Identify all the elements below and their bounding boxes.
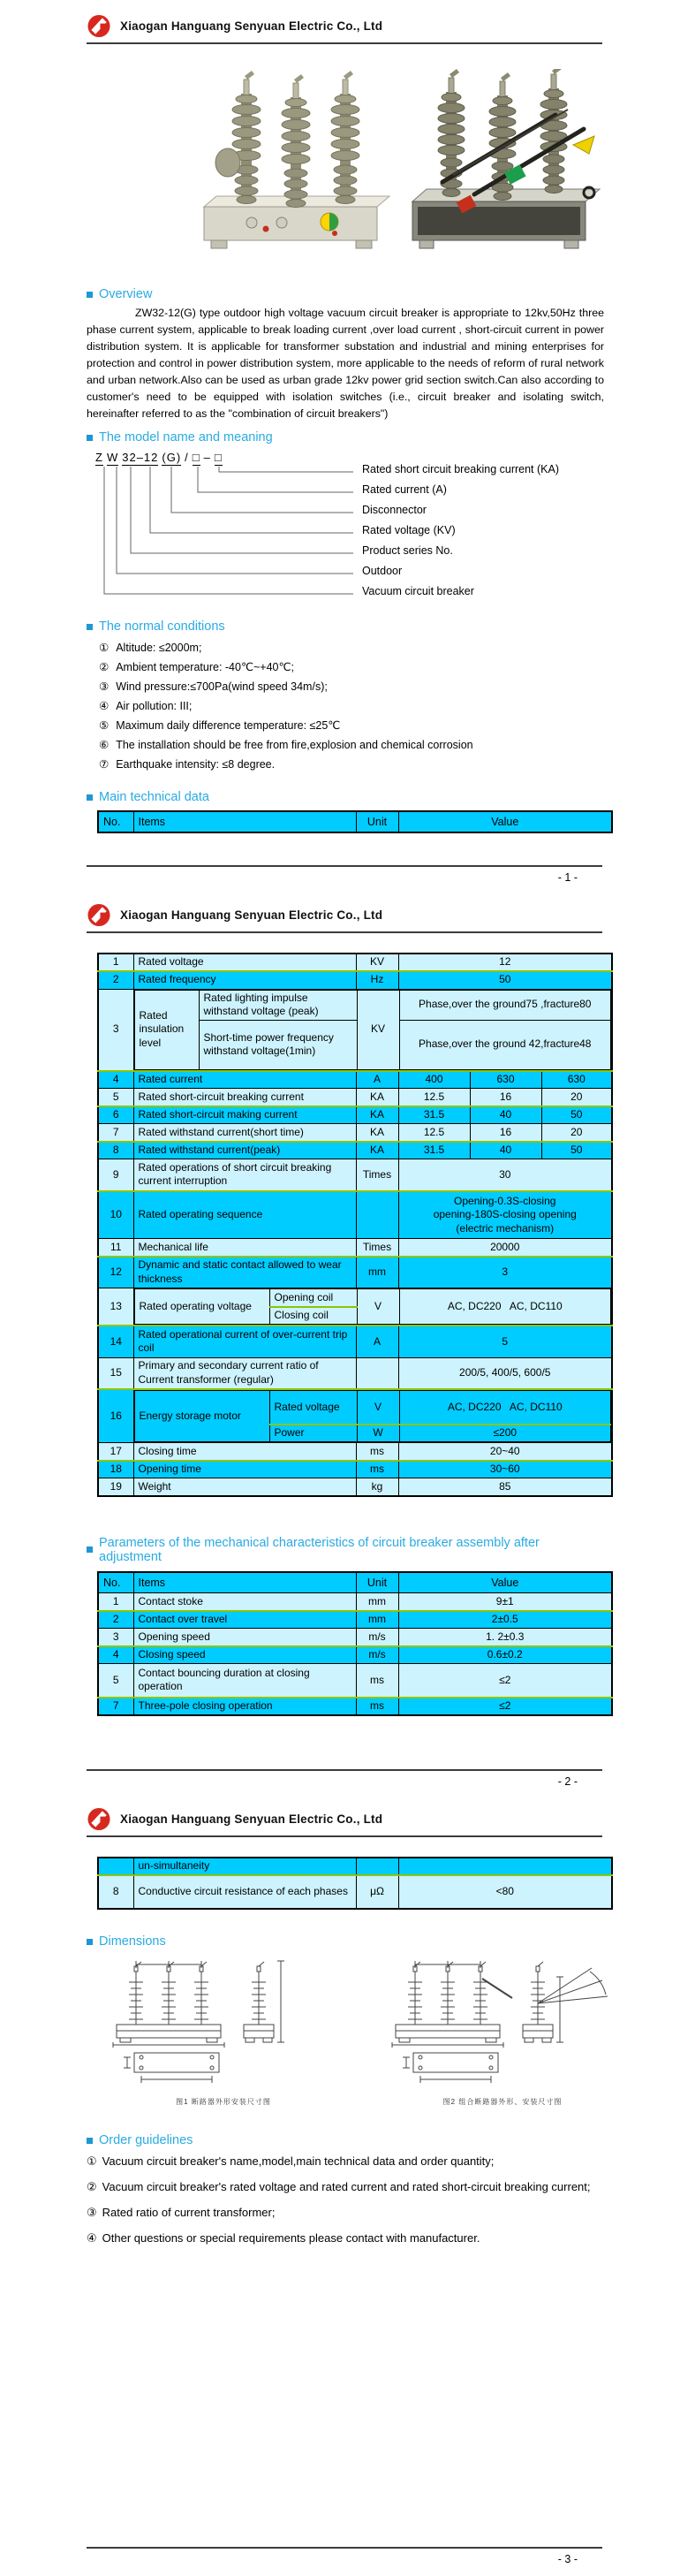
cell-value: ≤2 [398, 1664, 612, 1698]
section-title-main-data: Main technical data [99, 790, 209, 804]
model-code-part: (G) [162, 451, 182, 464]
table-header-row [98, 1572, 612, 1593]
product-photo-front [188, 69, 395, 284]
cell-unit: A [356, 1071, 398, 1089]
row-closing-speed [98, 1646, 612, 1664]
cell-unit: ms [356, 1461, 398, 1478]
cell-unit: V [357, 1391, 399, 1425]
mechanical-characteristics-table-continued [97, 1857, 613, 1910]
dimension-figure-2 [383, 1959, 622, 2107]
row-trip-coil-current [98, 1326, 612, 1357]
model-label: Rated current (A) [362, 483, 447, 496]
item-number: ② [87, 2180, 97, 2193]
company-name: Xiaogan Hanguang Senyuan Electric Co., Ltd [120, 1812, 383, 1826]
model-diagram-lines-icon [95, 465, 355, 606]
cell-item: Contact bouncing duration at closing operation [133, 1664, 356, 1698]
item-number: ④ [99, 700, 110, 712]
cell-no: 4 [98, 1071, 133, 1089]
list-item [87, 2153, 609, 2170]
header-unit: Unit [356, 811, 398, 832]
cell-unit: KA [356, 1089, 398, 1106]
cell-value: 30 [398, 1159, 612, 1191]
row-three-pole-closing [98, 1698, 612, 1715]
cell-unit: V [357, 1289, 399, 1325]
page-number: - 3 - [557, 2553, 578, 2565]
section-mech-params [87, 1536, 602, 1564]
row-rated-current [98, 1071, 612, 1089]
table-row [134, 990, 611, 1020]
cell-item: Rated short-circuit breaking current [133, 1089, 356, 1106]
cell-item: un-simultaneity [133, 1858, 356, 1875]
page-number: - 2 - [557, 1775, 578, 1788]
model-code-part: – [203, 451, 211, 464]
cell-unit: KV [356, 954, 398, 971]
cell-value: ≤200 [399, 1425, 611, 1442]
row-closing-time [98, 1443, 612, 1461]
list-item [87, 2204, 609, 2222]
cell-item: Three-pole closing operation [133, 1698, 356, 1715]
cell-value: 50 [541, 1142, 612, 1159]
model-code-part: Z [95, 451, 103, 464]
dimension-figures [104, 1959, 680, 2107]
model-diagram [95, 450, 680, 618]
item-number: ② [99, 661, 110, 673]
footer-divider [87, 865, 602, 867]
cell-item: Rated operations of short circuit breaking current interruption [133, 1159, 356, 1191]
cell-item: Opening speed [133, 1629, 356, 1646]
row-ct-ratio [98, 1357, 612, 1389]
model-label: Disconnector [362, 504, 427, 516]
section-main-data [87, 790, 602, 804]
section-bullet-icon [87, 435, 93, 441]
cell-item: Contact stoke [133, 1593, 356, 1611]
page-3 [0, 1798, 680, 2576]
section-model [87, 430, 602, 445]
page-number: - 1 - [557, 871, 578, 884]
cell-no: 4 [98, 1646, 133, 1664]
cell-value: 2±0.5 [398, 1611, 612, 1629]
cell-item: Mechanical life [133, 1239, 356, 1257]
cell-no: 18 [98, 1461, 133, 1478]
header-unit: Unit [356, 1572, 398, 1593]
page-2 [0, 894, 680, 1798]
page-footer [87, 1769, 602, 1788]
list-item [99, 696, 680, 716]
cell-unit [356, 1858, 398, 1875]
cell-item: Conductive circuit resistance of each phases [133, 1875, 356, 1909]
section-bullet-icon [87, 2138, 93, 2144]
item-text: The installation should be free from fire,explosion and chemical corrosion [116, 739, 473, 751]
model-label: Outdoor [362, 565, 403, 577]
cell-item: Rated operational current of over-current trip coil [133, 1326, 356, 1357]
item-number: ① [99, 642, 110, 654]
cell-nested [133, 989, 612, 1071]
cell-value: 20~40 [398, 1443, 612, 1461]
cell-value: 3 [398, 1257, 612, 1288]
cell-item: Primary and secondary current ratio of Current transformer (regular) [133, 1357, 356, 1389]
cell-no: 6 [98, 1106, 133, 1124]
cell-item: Weight [133, 1478, 356, 1496]
row-rated-voltage [98, 954, 612, 971]
cell-no: 11 [98, 1239, 133, 1257]
section-bullet-icon [87, 1546, 93, 1553]
cell-unit: W [357, 1425, 399, 1442]
cell-unit: kg [356, 1478, 398, 1496]
table-header-row [98, 811, 612, 832]
row-opening-time [98, 1461, 612, 1478]
cell-value: 1. 2±0.3 [398, 1629, 612, 1646]
model-label: Vacuum circuit breaker [362, 585, 474, 597]
cell-no: 1 [98, 954, 133, 971]
cell-value: Phase,over the ground75 ,fracture80 [399, 990, 611, 1020]
item-text: Wind pressure:≤700Pa(wind speed 34m/s); [116, 680, 328, 693]
dimension-figure-2-drawing [383, 1959, 622, 2090]
row-un-simultaneity [98, 1858, 612, 1875]
list-item [87, 2230, 609, 2247]
cell-value: 50 [398, 971, 612, 989]
item-number: ① [87, 2154, 97, 2168]
figure-caption: 图2 组合断路器外形、安装尺寸图 [442, 2098, 563, 2106]
cell-unit: ms [356, 1698, 398, 1715]
cell-value: 50 [541, 1106, 612, 1124]
section-bullet-icon [87, 1939, 93, 1945]
cell-no: 2 [98, 1611, 133, 1629]
header-items: Items [133, 1572, 356, 1593]
cell-no: 8 [98, 1875, 133, 1909]
row-mechanical-life [98, 1239, 612, 1257]
header-no: No. [98, 811, 133, 832]
normal-conditions-list [99, 638, 680, 774]
item-number: ③ [99, 680, 110, 693]
model-code-part: 32–12 [122, 451, 159, 464]
main-technical-table [97, 953, 613, 1497]
cell-value: AC, DC220 AC, DC110 [399, 1289, 611, 1325]
row-weight [98, 1478, 612, 1496]
cell-value: 0.6±0.2 [398, 1646, 612, 1664]
cell-value: 16 [470, 1124, 541, 1142]
cell-value: 12 [398, 954, 612, 971]
cell-subitem: Power [269, 1425, 357, 1442]
cell-no: 8 [98, 1142, 133, 1159]
cell-subitem: Rated lighting impulse withstand voltage (peak) [199, 990, 357, 1020]
cell-value: Phase,over the ground 42,fracture48 [399, 1020, 611, 1069]
overview-paragraph: ZW32-12(G) type outdoor high voltage vacuum circuit breaker is appropriate to 12kv,50Hz three phase current system, applicable to break loading current ,over load current , short-circuit current in power distribution system. It is applicable for transformer substation and industrial and mining enterprises for protection and control in power distribution system, more applicable to the needs of reform of rural network and urban network.Also can be used as urban grade 12kv power grid section switch.Can also according to customer's need to be equipped with isolation switches (i.e., circuit breaker and isolating switch, hereinafter referred to as the "combination of circuit breakers") [87, 307, 604, 420]
section-title-normal: The normal conditions [99, 619, 225, 634]
row-rated-frequency [98, 971, 612, 989]
model-code-part: □ [192, 451, 200, 464]
cell-value: 200/5, 400/5, 600/5 [398, 1357, 612, 1389]
cell-item: Rated insulation level [134, 990, 199, 1069]
cell-value: <80 [398, 1875, 612, 1909]
item-number: ⑦ [99, 758, 110, 771]
cell-item: Rated short-circuit making current [133, 1106, 356, 1124]
company-name: Xiaogan Hanguang Senyuan Electric Co., Ltd [120, 908, 383, 922]
cell-subitem: Rated voltage [269, 1391, 357, 1425]
header-value: Value [398, 811, 612, 832]
row-withstand-short [98, 1124, 612, 1142]
section-title-mech-params: Parameters of the mechanical characteristics of circuit breaker assembly after adjustment [99, 1535, 540, 1564]
cell-item: Rated operating voltage [134, 1289, 269, 1325]
list-item [99, 638, 680, 657]
company-header [87, 894, 602, 933]
cell-value: ≤2 [398, 1698, 612, 1715]
cell-no: 3 [98, 989, 133, 1071]
product-photos [188, 69, 680, 284]
company-header [87, 0, 602, 44]
dimension-figure-1 [104, 1959, 343, 2107]
cell-unit: ms [356, 1443, 398, 1461]
cell-unit: mm [356, 1593, 398, 1611]
cell-item: Closing speed [133, 1646, 356, 1664]
page-footer [87, 865, 602, 884]
cell-value: 630 [470, 1071, 541, 1089]
cell-value: Opening-0.3S-closing opening-180S-closing opening (electric mechanism) [398, 1191, 612, 1239]
header-no: No. [98, 1572, 133, 1593]
row-contact-bouncing [98, 1664, 612, 1698]
company-header [87, 1798, 602, 1837]
cell-value: 16 [470, 1089, 541, 1106]
cell-unit: KV [357, 990, 399, 1069]
cell-unit: m/s [356, 1629, 398, 1646]
section-title-dimensions: Dimensions [99, 1934, 166, 1949]
row-rated-operations [98, 1159, 612, 1191]
cell-value: 630 [541, 1071, 612, 1089]
model-code-part: □ [214, 451, 223, 464]
footer-divider [87, 1769, 602, 1771]
cell-value: 20 [541, 1089, 612, 1106]
cell-subitem: Opening coil [269, 1289, 357, 1307]
footer-divider [87, 2547, 602, 2549]
cell-no: 15 [98, 1357, 133, 1389]
item-number: ③ [87, 2206, 97, 2219]
cell-value: 12.5 [398, 1124, 470, 1142]
list-item [87, 2178, 609, 2196]
table-row [134, 1391, 611, 1425]
cell-value: 40 [470, 1142, 541, 1159]
item-number: ⑤ [99, 719, 110, 732]
item-text: Ambient temperature: -40℃~+40℃; [116, 661, 295, 673]
header-items: Items [133, 811, 356, 832]
item-text: Altitude: ≤2000m; [116, 642, 202, 654]
cell-value: 12.5 [398, 1089, 470, 1106]
cell-no: 3 [98, 1629, 133, 1646]
page-footer [87, 2547, 602, 2565]
list-item [99, 735, 680, 755]
cell-value: 20000 [398, 1239, 612, 1257]
cell-no [98, 1858, 133, 1875]
row-operating-sequence [98, 1191, 612, 1239]
item-text: Air pollution: III; [116, 700, 193, 712]
cell-unit: A [356, 1326, 398, 1357]
figure-caption: 图1 断路器外形安装尺寸图 [176, 2098, 271, 2106]
cell-no: 5 [98, 1664, 133, 1698]
cell-value: 40 [470, 1106, 541, 1124]
item-text: Maximum daily difference temperature: ≤25℃ [116, 719, 341, 732]
section-title-overview: Overview [99, 287, 153, 301]
list-item [99, 716, 680, 735]
cell-value: 31.5 [398, 1142, 470, 1159]
cell-no: 7 [98, 1124, 133, 1142]
cell-no: 14 [98, 1326, 133, 1357]
list-item [99, 755, 680, 774]
cell-item: Energy storage motor [134, 1391, 269, 1442]
cell-no: 7 [98, 1698, 133, 1715]
item-text: Vacuum circuit breaker's rated voltage and rated current and rated short-circuit breaking current; [102, 2180, 591, 2193]
cell-no: 19 [98, 1478, 133, 1496]
section-title-order: Order guidelines [99, 2133, 193, 2147]
section-bullet-icon [87, 794, 93, 801]
cell-value: 85 [398, 1478, 612, 1496]
cell-item: Rated withstand current(short time) [133, 1124, 356, 1142]
cell-item: Contact over travel [133, 1611, 356, 1629]
row-making-current [98, 1106, 612, 1124]
section-dimensions [87, 1934, 602, 1949]
cell-value [398, 1858, 612, 1875]
cell-value: AC, DC220 AC, DC110 [399, 1391, 611, 1425]
cell-unit: μΩ [356, 1875, 398, 1909]
cell-no: 16 [98, 1389, 133, 1443]
cell-subitem: Closing coil [269, 1307, 357, 1325]
company-name: Xiaogan Hanguang Senyuan Electric Co., Ltd [120, 19, 383, 33]
cell-value: 30~60 [398, 1461, 612, 1478]
list-item [99, 677, 680, 696]
cell-value: 5 [398, 1326, 612, 1357]
model-diagram-labels [362, 460, 559, 602]
main-technical-table-header [97, 810, 613, 833]
cell-item: Opening time [133, 1461, 356, 1478]
model-label: Rated short circuit breaking current (KA) [362, 463, 560, 475]
item-text: Rated ratio of current transformer; [102, 2206, 276, 2219]
order-guidelines-list [87, 2153, 680, 2247]
cell-no: 13 [98, 1288, 133, 1326]
cell-no: 17 [98, 1443, 133, 1461]
cell-no: 2 [98, 971, 133, 989]
row-energy-storage-motor [98, 1389, 612, 1443]
cell-unit [356, 1191, 398, 1239]
cell-unit: m/s [356, 1646, 398, 1664]
item-number: ④ [87, 2231, 97, 2245]
cell-value: 20 [541, 1124, 612, 1142]
section-bullet-icon [87, 624, 93, 630]
row-contact-wear [98, 1257, 612, 1288]
cell-item: Rated voltage [133, 954, 356, 971]
row-conductive-resistance [98, 1875, 612, 1909]
cell-unit: Times [356, 1159, 398, 1191]
section-order-guidelines [87, 2133, 602, 2147]
cell-unit: mm [356, 1257, 398, 1288]
section-normal-conditions [87, 619, 602, 634]
cell-nested [133, 1288, 612, 1326]
section-bullet-icon [87, 292, 93, 298]
company-logo-icon [87, 14, 112, 38]
row-opening-speed [98, 1629, 612, 1646]
model-code [95, 451, 223, 466]
cell-subitem: Short-time power frequency withstand voltage(1min) [199, 1020, 357, 1069]
cell-no: 5 [98, 1089, 133, 1106]
cell-value: 9±1 [398, 1593, 612, 1611]
item-text: Vacuum circuit breaker's name,model,main technical data and order quantity; [102, 2154, 495, 2168]
cell-unit: KA [356, 1124, 398, 1142]
list-item [99, 657, 680, 677]
item-text: Earthquake intensity: ≤8 degree. [116, 758, 276, 771]
row-operating-voltage [98, 1288, 612, 1326]
item-number: ⑥ [99, 739, 110, 751]
cell-no: 10 [98, 1191, 133, 1239]
cell-value: 400 [398, 1071, 470, 1089]
model-code-part: W [106, 451, 119, 464]
dimension-figure-1-drawing [104, 1959, 343, 2090]
section-overview [87, 287, 602, 301]
model-label: Product series No. [362, 544, 453, 557]
cell-value: 31.5 [398, 1106, 470, 1124]
model-code-part: / [185, 451, 189, 464]
cell-unit: Times [356, 1239, 398, 1257]
cell-item: Rated withstand current(peak) [133, 1142, 356, 1159]
cell-unit: KA [356, 1106, 398, 1124]
cell-item: Dynamic and static contact allowed to wear thickness [133, 1257, 356, 1288]
row-breaking-current [98, 1089, 612, 1106]
row-insulation-level [98, 989, 612, 1071]
cell-unit: KA [356, 1142, 398, 1159]
model-label: Rated voltage (KV) [362, 524, 456, 536]
product-photo-side [400, 69, 607, 284]
company-logo-icon [87, 903, 112, 927]
cell-unit: ms [356, 1664, 398, 1698]
page-1 [0, 0, 680, 894]
mechanical-characteristics-table [97, 1571, 613, 1716]
cell-item: Rated frequency [133, 971, 356, 989]
section-title-model: The model name and meaning [99, 430, 273, 445]
cell-unit: Hz [356, 971, 398, 989]
header-value: Value [398, 1572, 612, 1593]
cell-nested [133, 1389, 612, 1443]
cell-item: Rated operating sequence [133, 1191, 356, 1239]
cell-item: Rated current [133, 1071, 356, 1089]
row-contact-over-travel [98, 1611, 612, 1629]
row-withstand-peak [98, 1142, 612, 1159]
cell-item: Closing time [133, 1443, 356, 1461]
item-text: Other questions or special requirements please contact with manufacturer. [102, 2231, 480, 2245]
cell-unit [356, 1357, 398, 1389]
cell-no: 12 [98, 1257, 133, 1288]
cell-no: 9 [98, 1159, 133, 1191]
cell-no: 1 [98, 1593, 133, 1611]
table-row [134, 1289, 611, 1307]
row-contact-stoke [98, 1593, 612, 1611]
cell-unit: mm [356, 1611, 398, 1629]
company-logo-icon [87, 1807, 112, 1831]
